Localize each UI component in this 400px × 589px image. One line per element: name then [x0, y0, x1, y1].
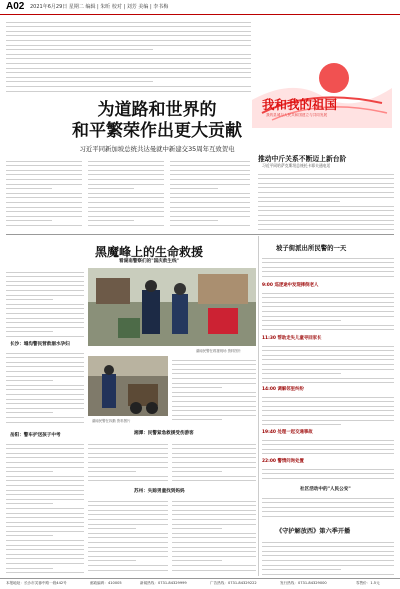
text-line: [262, 272, 394, 277]
feature-body-mid: [172, 356, 256, 422]
time-entry-1: 9:00 巡逻途中发现摔倒老人: [262, 283, 319, 288]
section-xiangtan-title: 湘潭：民警紧急救援受伤游客: [134, 431, 194, 436]
lead-body-text-top: [6, 18, 251, 96]
text-line: [262, 379, 394, 384]
column-divider: [258, 236, 259, 576]
time-entry-2: 11:30 帮助走失儿童寻回家长: [262, 336, 322, 341]
time-entry-4: 19:40 处理一起交通事故: [262, 430, 313, 435]
text-line: [88, 477, 168, 482]
lead-headline-line1: 为道路和世界的: [97, 100, 217, 120]
text-line: [262, 474, 394, 479]
text-line: [6, 87, 251, 92]
text-line: [6, 418, 84, 423]
footer-postcode: 邮政编码：410005: [90, 581, 122, 585]
text-line: [262, 512, 394, 517]
time-entry-2-text: [262, 342, 394, 384]
text-line: [258, 225, 394, 230]
time-entry-5: 22:00 警情问询处置: [262, 459, 304, 464]
text-line: [262, 421, 341, 426]
box2-title: 《守护解放西》第六季开播: [276, 528, 351, 535]
footer-ad-hotline: 广告热线：0731-84329222: [210, 581, 257, 585]
side-story-body: [258, 170, 394, 230]
lead-body-col1: [6, 157, 82, 229]
photo1-caption: 湖南民警在救援现场 资料图片: [196, 349, 242, 353]
anniversary-banner-subtitle: 我的县城与人民共和国建立与共同发展: [266, 113, 328, 117]
text-line: [262, 450, 394, 455]
time-entry-3-text: [262, 393, 394, 427]
feature-intro-text: [6, 268, 84, 338]
page-number: A02: [6, 1, 25, 12]
footer-news-hotline: 新闻热线：0731-84329999: [140, 581, 187, 585]
side-story-subtitle: 习近平同哈萨克斯坦总统托卡耶夫通电话: [262, 163, 331, 168]
footer-distribution-hotline: 发行热线：0731-84329000: [280, 581, 327, 585]
lead-headline: [62, 100, 252, 142]
masthead-bar: [0, 0, 400, 15]
box2-text: [262, 538, 394, 576]
side-story-title: 推动中斤关系不断迈上新台阶: [258, 155, 347, 163]
time-entry-5-text: [262, 465, 394, 483]
footer-price: 零售价：1.5元: [356, 581, 380, 585]
text-line: [262, 570, 394, 575]
photo2-caption: 湖南民警在执勤 资料图片: [92, 419, 131, 423]
time-entry-4-text: [262, 436, 394, 456]
text-line: [172, 477, 256, 482]
section-changsha-text: [6, 349, 84, 427]
text-line: [6, 569, 84, 574]
lead-body-col3: [170, 157, 250, 229]
time-entry-3: 14:00 调解邻里纠纷: [262, 387, 304, 392]
section-xiangtan-text-col2: [172, 440, 256, 482]
text-line: [6, 332, 84, 337]
text-line: [170, 221, 250, 226]
text-line: [88, 566, 168, 571]
anniversary-banner-title: 我和我的祖国: [262, 97, 338, 112]
section-yueyang-title: 岳阳：警车护送孩子中考: [10, 433, 61, 438]
text-line: [172, 566, 256, 571]
text-line: [172, 416, 222, 421]
section-changsha-title: 长沙：塌沟警民营救溺水孕妇: [10, 342, 70, 347]
lead-headline-line2: 和平繁荣作出更大贡献: [72, 121, 242, 141]
feature-subheadline: 看湖南警察们的"国庆救生线": [119, 259, 179, 264]
rescue-photo-large: [88, 268, 256, 346]
section-jiangxi-title: 苏州：失踪男童找到妈妈: [134, 489, 185, 494]
right-column-title: 坡子街派出所民警的一天: [276, 244, 347, 252]
lead-subheadline: 习近平同新加坡总统共达曼就中新建交35周年互致贺电: [79, 145, 235, 153]
lead-body-col2: [88, 157, 164, 229]
right-column-intro: [262, 254, 394, 280]
box1-title: 社区活动中的"人民公安": [300, 487, 351, 492]
section-jiangxi-text-col2: [172, 497, 256, 575]
dateline: 2021年6月29日 星期二 编辑 | 朱昕 校对 | 刘芳 美编 | 李书梅: [30, 4, 169, 10]
section-jiangxi-text-col1: [88, 497, 168, 575]
feature-headline: 黑魔峰上的生命救援: [94, 245, 203, 259]
text-line: [88, 221, 164, 226]
text-line: [6, 221, 82, 226]
page-footer: [0, 578, 400, 589]
text-line: [262, 326, 394, 331]
time-entry-1-text: [262, 289, 394, 333]
section-divider: [6, 234, 394, 235]
rescue-photo-small: [88, 356, 168, 416]
box1-text: [262, 494, 394, 518]
footer-address: 本报地址：长沙市芙蓉中路一段442号: [6, 581, 67, 585]
section-xiangtan-text-col1: [88, 440, 168, 482]
section-yueyang-text: [6, 440, 84, 575]
